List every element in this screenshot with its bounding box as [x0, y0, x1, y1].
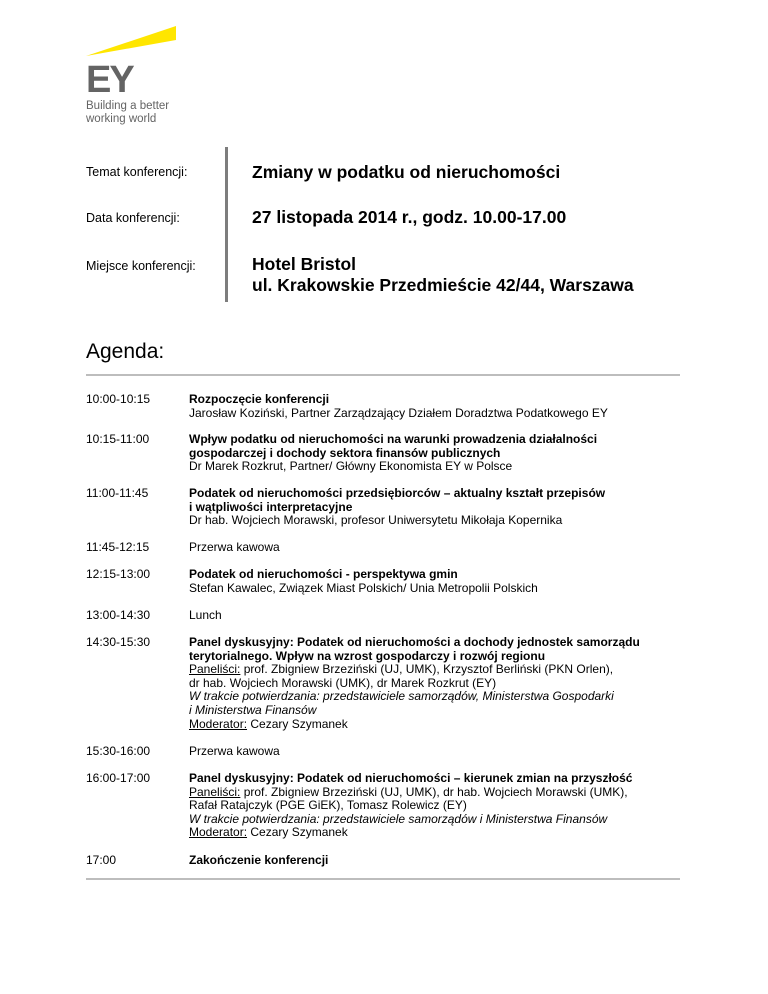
- moderator-name: Cezary Szymanek: [247, 825, 348, 840]
- agenda-time: 15:30-16:00: [86, 744, 151, 758]
- panelists-line: [189, 663, 686, 677]
- agenda-item-title: Podatek od nieruchomości - perspektywa gmin: [189, 567, 458, 581]
- agenda-top-rule: [86, 374, 680, 376]
- pending-confirmation: i Ministerstwa Finansów: [189, 702, 317, 717]
- moderator-line: [189, 718, 686, 732]
- moderator-label: Moderator:: [189, 716, 248, 731]
- tagline-line-1: Building a better: [86, 100, 170, 112]
- agenda-body: [189, 609, 686, 623]
- date-label: Data konferencji:: [86, 211, 180, 225]
- agenda-time: 16:00-17:00: [86, 771, 151, 785]
- date-value: 27 listopada 2014 r., godz. 10.00-17.00: [252, 207, 567, 227]
- agenda-item-title: terytorialnego. Wpływ na wzrost gospodarczy i rozwój regionu: [189, 648, 546, 663]
- agenda-body: [189, 487, 686, 528]
- agenda-body: [189, 636, 686, 731]
- topic-label: Temat konferencji:: [86, 165, 188, 179]
- agenda-item-detail: Jarosław Koziński, Partner Zarządzający Działem Doradztwa Podatkowego EY: [189, 405, 608, 420]
- agenda-body: [189, 745, 686, 759]
- agenda-time: 11:45-12:15: [86, 540, 150, 554]
- tagline-line-2: working world: [86, 112, 157, 125]
- place-value-line-1: Hotel Bristol: [252, 254, 357, 274]
- info-divider: [225, 147, 228, 302]
- agenda-time: 10:15-11:00: [86, 432, 150, 446]
- agenda-body: [189, 568, 686, 595]
- ey-logo: [86, 26, 186, 96]
- agenda-time: 17:00: [86, 853, 117, 867]
- agenda-item-title: Panel dyskusyjny: Podatek od nieruchomości – kierunek zmian na przyszłość: [189, 771, 633, 785]
- agenda-item-title: i wątpliwości interpretacyjne: [189, 499, 353, 514]
- place-value: [252, 254, 634, 296]
- agenda-title: Agenda:: [86, 340, 165, 363]
- panelists-label: Paneliści:: [189, 662, 241, 677]
- place-label: Miejsce konferencji:: [86, 259, 196, 273]
- agenda-item-title: Zakończenie konferencji: [189, 853, 329, 867]
- place-value-line-2: ul. Krakowskie Przedmieście 42/44, Warszawa: [252, 275, 634, 295]
- agenda-item-plain: Lunch: [189, 608, 222, 622]
- panelists-text: prof. Zbigniew Brzeziński (UJ, UMK), Krzysztof Berliński (PKN Orlen),: [240, 662, 614, 677]
- moderator-line: [189, 826, 686, 840]
- agenda-body: [189, 772, 686, 840]
- agenda-body: [189, 433, 686, 474]
- panelists-line: dr hab. Wojciech Morawski (UMK), dr Marek Rozkrut (EY): [189, 675, 497, 690]
- agenda-item-plain: Przerwa kawowa: [189, 540, 280, 554]
- logo-beam-icon: [86, 26, 176, 56]
- panelists-line: [189, 786, 686, 800]
- moderator-label: Moderator:: [189, 825, 248, 840]
- agenda-time: 13:00-14:30: [86, 608, 151, 622]
- brand-tagline: [86, 100, 169, 125]
- agenda-item-title: Rozpoczęcie konferencji: [189, 392, 330, 406]
- agenda-item-detail: Dr Marek Rozkrut, Partner/ Główny Ekonomista EY w Polsce: [189, 459, 513, 474]
- agenda-time: 11:00-11:45: [86, 486, 149, 500]
- panelists-label: Paneliści:: [189, 784, 241, 799]
- agenda-item-detail: Dr hab. Wojciech Morawski, profesor Uniwersytetu Mikołaja Kopernika: [189, 513, 563, 528]
- agenda-item-title: gospodarczej i dochody sektora finansów publicznych: [189, 445, 501, 460]
- agenda-body: [189, 541, 686, 555]
- agenda-time: 12:15-13:00: [86, 567, 151, 581]
- topic-value: Zmiany w podatku od nieruchomości: [252, 162, 561, 182]
- agenda-time: 14:30-15:30: [86, 635, 151, 649]
- pending-confirmation: W trakcie potwierdzania: przedstawiciele samorządów i Ministerstwa Finansów: [189, 811, 608, 826]
- agenda-body: [189, 393, 686, 420]
- agenda-item-title: Panel dyskusyjny: Podatek od nieruchomości a dochody jednostek samorządu: [189, 635, 640, 649]
- agenda-body: [189, 854, 686, 868]
- panelists-text: prof. Zbigniew Brzeziński (UJ, UMK), dr hab. Wojciech Morawski (UMK),: [240, 784, 628, 799]
- agenda-item-detail: Stefan Kawalec, Związek Miast Polskich/ Unia Metropolii Polskich: [189, 580, 538, 595]
- panelists-line: Rafał Ratajczyk (PGE GiEK), Tomasz Rolewicz (EY): [189, 798, 467, 813]
- moderator-name: Cezary Szymanek: [247, 716, 348, 731]
- logo-text: EY: [86, 59, 133, 96]
- agenda-item-title: Podatek od nieruchomości przedsiębiorców – aktualny kształt przepisów: [189, 486, 606, 500]
- agenda-time: 10:00-10:15: [86, 392, 151, 406]
- agenda-item-plain: Przerwa kawowa: [189, 744, 280, 758]
- pending-confirmation: W trakcie potwierdzania: przedstawiciele samorządów, Ministerstwa Gospodarki: [189, 689, 614, 704]
- agenda-bottom-rule: [86, 878, 680, 880]
- agenda-item-title: Wpływ podatku od nieruchomości na warunki prowadzenia działalności: [189, 432, 598, 446]
